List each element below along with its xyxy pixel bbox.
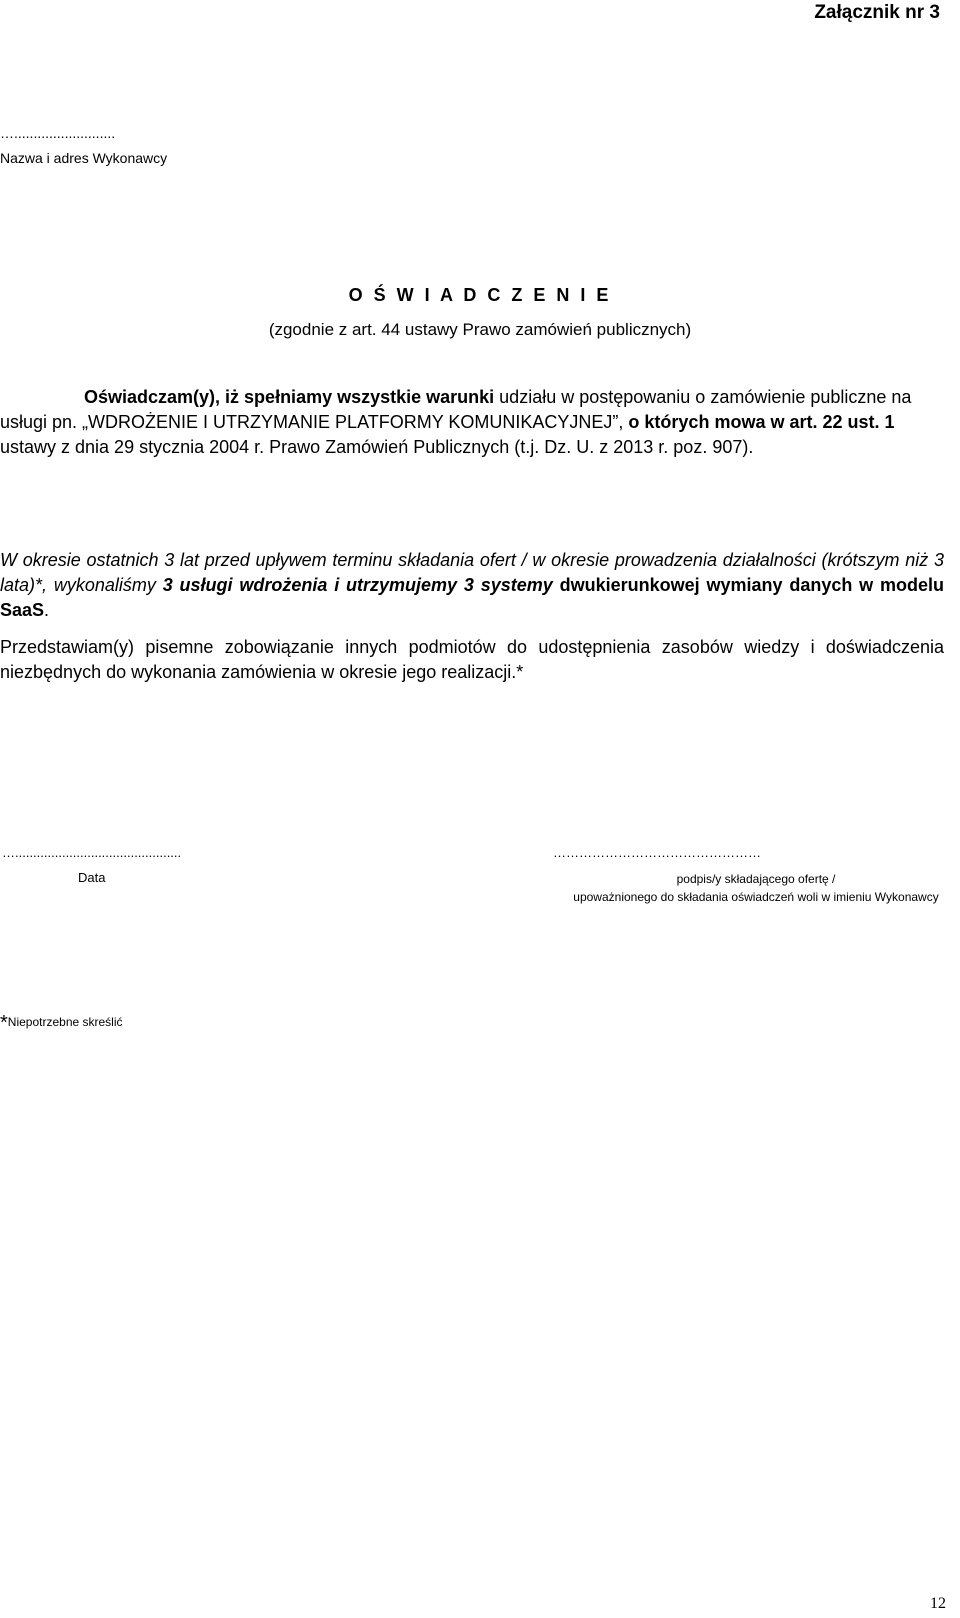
- signature-label: [556, 870, 956, 906]
- experience-italic: W okresie ostatnich 3 lat przed upływem terminu składania ofert / w okresie prowadzenia działalności (krótszym niż 3 lata)*, wykonaliśmy: [0, 550, 944, 595]
- declaration-bold-1: Oświadczam(y), iż spełniamy wszystkie warunki: [84, 387, 495, 407]
- experience-end: .: [44, 600, 50, 620]
- contractor-label: Nazwa i adres Wykonawcy: [0, 150, 168, 166]
- date-dots: …..............................................: [2, 845, 182, 860]
- resources-paragraph: Przedstawiam(y) pisemne zobowiązanie innych podmiotów do udostępnienia zasobów wiedzy i doświadczenia niezbędnych do wykonania zamówienia w okresie jego realizacji.*: [0, 637, 944, 682]
- declaration-text-2: ustawy z dnia 29 stycznia 2004 r. Prawo Zamówień Publicznych (t.j. Dz. U. z 2013 r. poz. 907).: [0, 437, 754, 457]
- experience-paragraph: [0, 548, 944, 623]
- contractor-dots: …..........................: [0, 125, 116, 141]
- date-label: Data: [78, 870, 106, 885]
- signature-label-line-2: upoważnionego do składania oświadczeń woli w imieniu Wykonawcy: [573, 890, 939, 904]
- declaration-paragraph: [0, 385, 950, 460]
- page-number: 12: [930, 1595, 946, 1612]
- footnote: [0, 1012, 123, 1035]
- signature-label-line-1: podpis/y składającego ofertę /: [676, 872, 836, 886]
- experience-bold: dwukierunkowej wymiany danych w modelu SaaS: [0, 575, 945, 620]
- document-subtitle: (zgodnie z art. 44 ustawy Prawo zamówień publicznych): [268, 320, 692, 339]
- document-title: O Ś W I A D C Z E N I E: [348, 285, 612, 305]
- footnote-star: *: [0, 1012, 8, 1034]
- declaration-text-1: udziału w postępowaniu o zamówienie publiczne na usługi pn. „WDROŻENIE I UTRZYMANIE PLATFORMY KOMUNIKACYJNEJ”,: [0, 387, 912, 432]
- declaration-bold-2: o których mowa w art. 22 ust. 1: [628, 412, 895, 432]
- footnote-text: Niepotrzebne skreślić: [7, 1015, 123, 1029]
- signature-dots: …………………………………………: [553, 845, 761, 860]
- experience-bold-italic: 3 usługi wdrożenia i utrzymujemy 3 systemy: [162, 575, 553, 595]
- annex-label: Załącznik nr 3: [814, 2, 940, 23]
